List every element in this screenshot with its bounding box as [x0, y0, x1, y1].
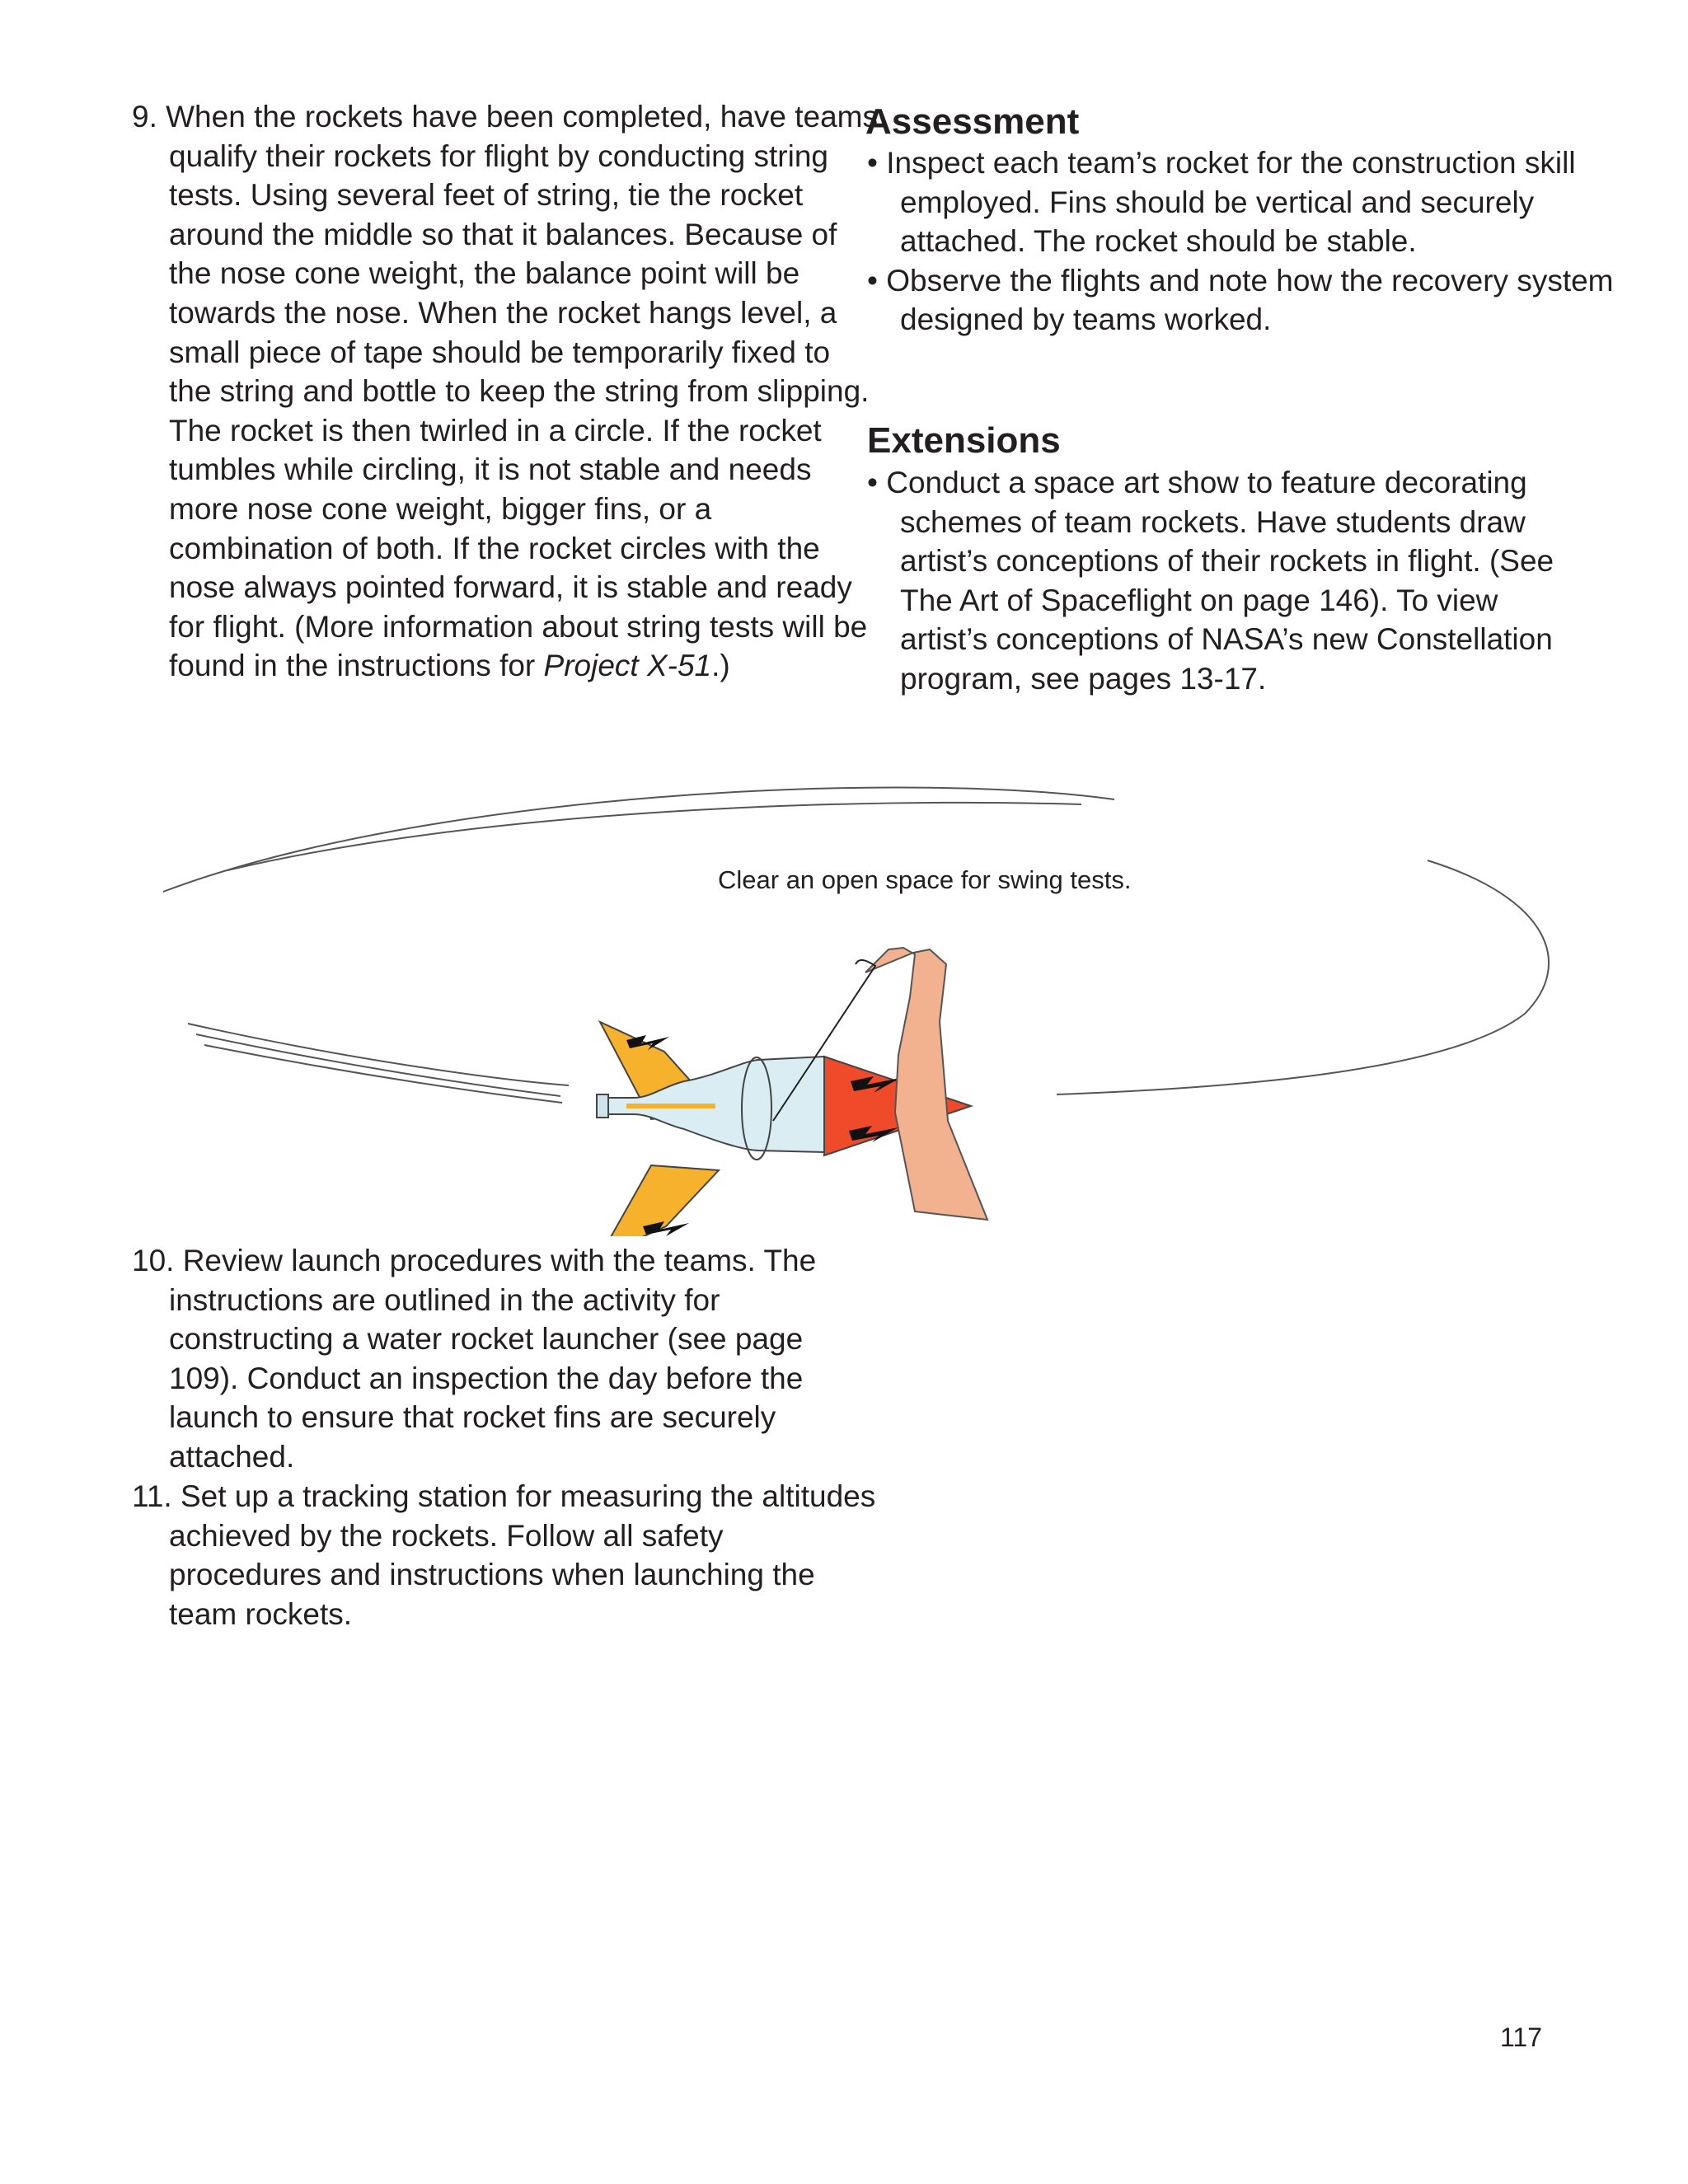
extensions-list	[867, 463, 1592, 699]
project-x51-title: Project X-51	[543, 649, 712, 683]
step-11-paragraph: 11. Set up a tracking station for measuring the altitudes achieved by the rockets. Follow all safety procedures and instructions when launching the team rockets.	[132, 1479, 876, 1631]
swing-circle-lines	[163, 788, 1549, 1103]
step-9-paragraph	[132, 97, 878, 686]
step-10-paragraph: 10. Review launch procedures with the teams. The instructions are outlined in the activity for constructing a water rocket launcher (see page 109). Conduct an inspection the day before the launch to ensure that rocket fins are securely attached.	[132, 1244, 817, 1474]
assessment-list	[867, 143, 1625, 340]
assessment-item: • Observe the flights and note how the recovery system designed by teams worked.	[867, 263, 1614, 337]
swing-arc-top-inner	[227, 803, 1081, 870]
extensions-heading: Extensions	[867, 420, 1061, 461]
step-9-text-end: .)	[711, 649, 730, 683]
swing-arc-left-2	[196, 1034, 560, 1096]
swing-test-illustration	[0, 775, 1688, 1236]
assessment-item: • Inspect each team’s rocket for the construction skill employed. Fins should be vertical and securely attached. The rocket should be stable.	[867, 146, 1576, 259]
bottle-cap	[597, 1094, 608, 1118]
extensions-item: • Conduct a space art show to feature decorating schemes of team rockets. Have students draw artist’s conceptions of their rockets in flight. (See The Art of Spaceflight on page 146). To view artist’s conceptions of NASA’s new Constellation program, see pages 13-17.	[867, 466, 1554, 696]
swing-arc-right	[1057, 860, 1549, 1094]
step-9-text: 9. When the rockets have been completed, have teams qualify their rockets for flight by conducting string tests. Using several feet of string, tie the rocket around the middle so that it balances. Because of the nose cone weight, the balance point will be towards the nose. When the rocket hangs level, a small piece of tape should be temporarily fixed to the string and bottle to keep the string from slipping. The rocket is then twirled in a circle. If the rocket tumbles while circling, it is not stable and needs more nose cone weight, bigger fins, or a combination of both. If the rocket circles with the nose always pointed forward, it is stable and ready for flight. (More information about string tests will be found in the instructions for	[132, 100, 878, 683]
swing-arc-left-3	[204, 1045, 562, 1103]
illustration-caption: Clear an open space for swing tests.	[718, 865, 1132, 894]
assessment-heading: Assessment	[865, 101, 1080, 142]
page-number: 117	[1500, 2022, 1543, 2052]
